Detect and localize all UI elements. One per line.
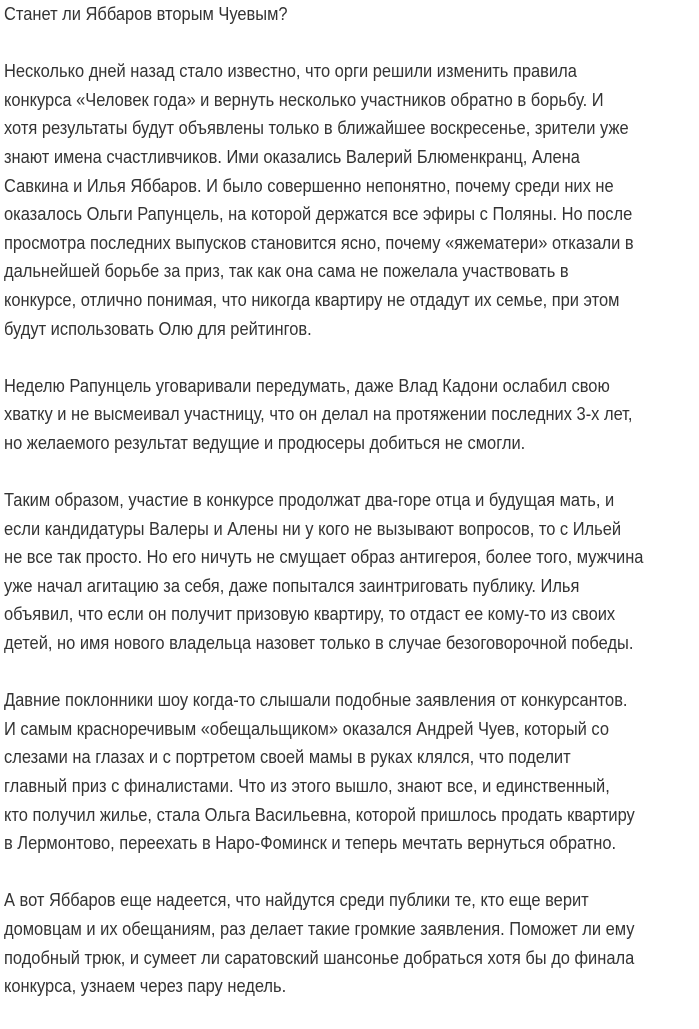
text-line: домовцам и их обещаниям, раз делает такие громкие заявления. Поможет ли ему (4, 918, 635, 939)
paragraph-3 (4, 486, 688, 658)
text-line: конкурса, узнаем через пару недель. (4, 975, 287, 997)
text-line: подобный трюк, и сумеет ли саратовский шансонье добраться хотя бы до финала (4, 946, 635, 968)
text-line: оказалось Ольги Рапунцель, на которой держатся все эфиры с Поляны. Но после (4, 203, 633, 225)
paragraph-4 (4, 686, 688, 858)
text-line: хотя результаты будут объявлены только в ближайшее воскресенье, зрители уже (4, 117, 629, 139)
text-line: не все так просто. Но его ничуть не смущает образ антигероя, более того, мужчина (4, 546, 644, 568)
text-line: главный приз с финалистами. Что из этого вышло, знают все, и единственный, (4, 775, 610, 797)
paragraph-5 (4, 886, 688, 1000)
text-line: объявил, что если он получит призовую квартиру, то отдаст ее кому-то из своих (4, 603, 616, 625)
text-line: если кандидатуры Валеры и Алены ни у кого не вызывают вопросов, то с Ильей (4, 517, 622, 539)
text-line: Неделю Рапунцель уговаривали передумать, даже Влад Кадони ослабил свою (4, 374, 610, 396)
paragraph-1 (4, 57, 688, 343)
text-line: хватку и не высмеивал участницу, что он делал на протяжении последних 3-х лет, (4, 403, 633, 425)
text-line: уже начал агитацию за себя, даже попытался заинтриговать публику. Илья (4, 574, 580, 596)
text-line: А вот Яббаров еще надеется, что найдутся среди публики те, кто еще верит (4, 889, 589, 911)
text-line: конкурсе, отлично понимая, что никогда квартиру не отдадут их семье, при этом (4, 288, 620, 310)
text-line: будут использовать Олю для рейтингов. (4, 317, 312, 339)
text-line: но желаемого результат ведущие и продюсеры добиться не смогли. (4, 431, 526, 453)
text-line: И самым красноречивым «обещальщиком» оказался Андрей Чуев, который со (4, 717, 609, 739)
text-line: Савкина и Илья Яббаров. И было совершенно непонятно, почему среди них не (4, 174, 614, 196)
text-line: Таким образом, участие в конкурсе продолжат два-горе отца и будущая мать, и (4, 489, 615, 511)
article-title: Станет ли Яббаров вторым Чуевым? (4, 3, 288, 24)
text-line: знают имена счастливчиков. Ими оказались Валерий Блюменкранц, Алена (4, 145, 580, 167)
text-line: детей, но имя нового владельца назовет только в случае безоговорочной победы. (4, 632, 634, 654)
text-line: в Лермонтово, переехать в Наро-Фоминск и теперь мечтать вернуться обратно. (4, 832, 617, 854)
text-line: просмотра последних выпусков становится ясно, почему «яжематери» отказали в (4, 231, 634, 253)
text-line: дальнейшей борьбе за приз, так как она сама не пожелала участвовать в (4, 260, 569, 282)
article (4, 0, 688, 1029)
text-line: Несколько дней назад стало известно, что орги решили изменить правила (4, 60, 577, 82)
text-line: конкурса «Человек года» и вернуть несколько участников обратно в борьбу. И (4, 88, 604, 110)
text-line: слезами на глазах и с портретом своей мамы в руках клялся, что поделит (4, 746, 571, 768)
paragraph-2 (4, 372, 688, 458)
text-line: Давние поклонники шоу когда-то слышали подобные заявления от конкурсантов. (4, 689, 628, 711)
text-line: кто получил жилье, стала Ольга Васильевна, которой пришлось продать квартиру (4, 803, 635, 825)
